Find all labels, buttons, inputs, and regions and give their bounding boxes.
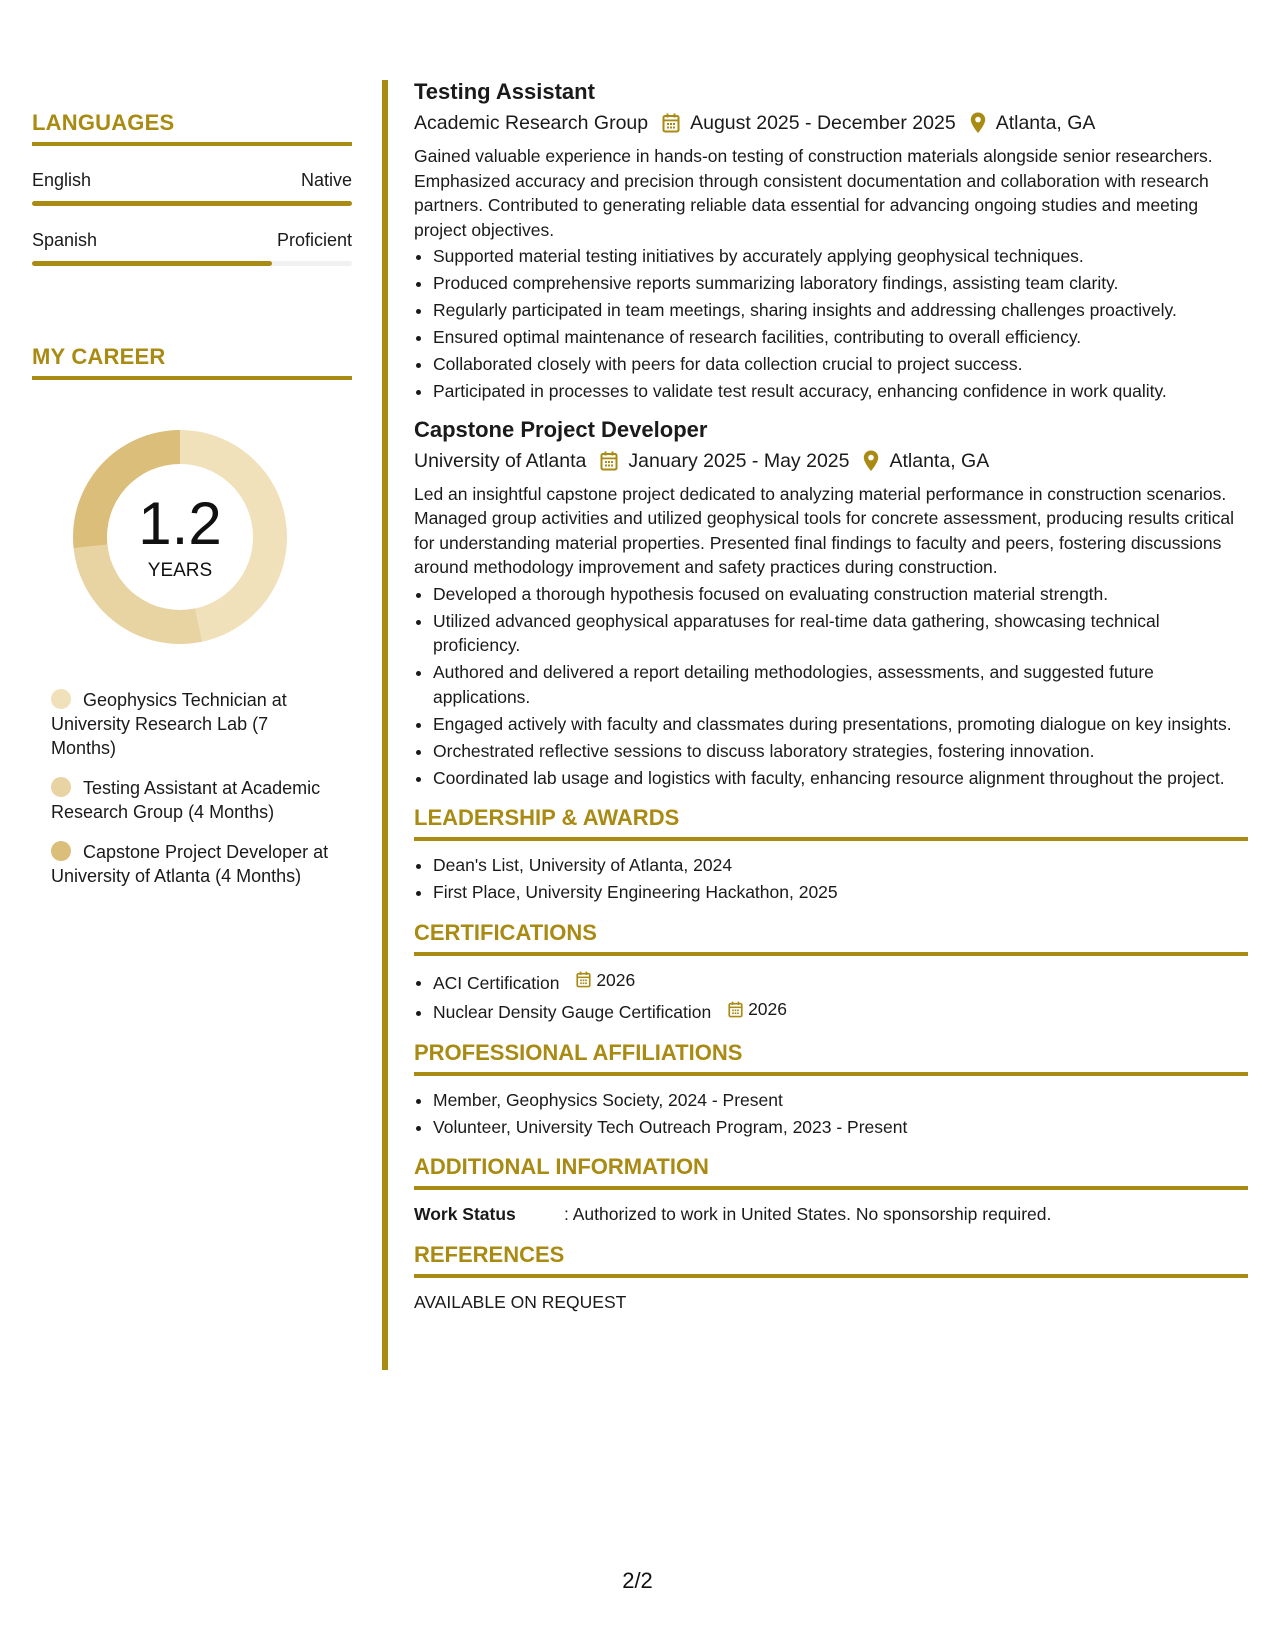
cert-name: Nuclear Density Gauge Certification	[433, 1002, 712, 1022]
work-status-row	[414, 1202, 1248, 1227]
page-number: 2/2	[622, 1568, 653, 1593]
work-status-value: : Authorized to work in United States. No sponsorship required.	[564, 1204, 1052, 1224]
list-item: • Produced comprehensive reports summarizing laboratory findings, assisting team clarity.	[433, 271, 1248, 296]
legend-item	[51, 688, 331, 760]
cert-name: ACI Certification	[433, 972, 560, 993]
languages-title: LANGUAGES	[32, 110, 352, 146]
list-item: • Developed a thorough hypothesis focused on evaluating construction material strength.	[433, 582, 1248, 607]
job-location: Atlanta, GA	[995, 112, 1096, 134]
career-total-unit: YEARS	[147, 560, 213, 581]
list-item: • Ensured optimal maintenance of research facilities, contributing to overall efficiency.	[433, 325, 1248, 350]
list-item: • Coordinated lab usage and logistics with faculty, enhancing resource alignment throughout the project.	[433, 766, 1248, 791]
list-item: • Volunteer, University Tech Outreach Program, 2023 - Present	[433, 1115, 1248, 1140]
calendar-icon	[728, 1001, 743, 1018]
affiliations-list	[414, 1088, 1248, 1140]
list-item	[433, 968, 1248, 995]
legend-label: Geophysics Technician at University Research Lab (7 Months)	[51, 690, 287, 758]
job-meta	[414, 447, 1248, 475]
career-title: MY CAREER	[32, 344, 352, 380]
language-item	[32, 230, 352, 266]
list-item: • First Place, University Engineering Hackathon, 2025	[433, 880, 1248, 905]
language-level-bar	[32, 261, 352, 266]
experience-item	[414, 78, 1248, 404]
list-item: • Utilized advanced geophysical apparatuses for real-time data gathering, showcasing technical proficiency.	[433, 609, 1248, 658]
references-text: AVAILABLE ON REQUEST	[414, 1291, 627, 1312]
cert-year: 2026	[596, 969, 636, 990]
job-dates: January 2025 - May 2025	[628, 449, 850, 472]
affiliations-title: PROFESSIONAL AFFILIATIONS	[414, 1039, 1248, 1076]
list-item: • Member, Geophysics Society, 2024 - Present	[433, 1088, 1248, 1113]
column-divider	[382, 80, 388, 1370]
job-dates: August 2025 - December 2025	[690, 112, 956, 134]
certifications-list	[414, 968, 1248, 1025]
experience-item	[414, 416, 1248, 791]
references-title: REFERENCES	[414, 1241, 1248, 1278]
language-name: Spanish	[32, 230, 98, 250]
calendar-icon	[662, 113, 680, 133]
calendar-icon	[576, 971, 591, 988]
map-pin-icon	[863, 450, 879, 472]
job-org: Academic Research Group	[414, 112, 649, 134]
career-legend	[51, 688, 331, 888]
job-meta	[414, 109, 1248, 137]
job-title: Testing Assistant	[414, 79, 595, 104]
job-bullets	[414, 582, 1248, 791]
list-item: • Collaborated closely with peers for data collection crucial to project success.	[433, 352, 1248, 377]
list-item: • Supported material testing initiatives by accurately applying geophysical techniques.	[433, 244, 1248, 269]
language-level-fill	[32, 201, 352, 206]
legend-item	[51, 776, 331, 824]
job-title: Capstone Project Developer	[414, 416, 708, 442]
language-level-fill	[32, 261, 272, 266]
list-item: • Orchestrated reflective sessions to discuss laboratory strategies, fostering innovation.	[433, 739, 1248, 764]
legend-label: Capstone Project Developer at University of Atlanta (4 Months)	[51, 842, 329, 886]
list-item: • Engaged actively with faculty and classmates during presentations, promoting dialogue on key insights.	[433, 712, 1248, 737]
list-item: • Participated in processes to validate test result accuracy, enhancing confidence in work quality.	[433, 379, 1248, 404]
work-status-label: Work Status	[414, 1204, 516, 1224]
legend-label: Testing Assistant at Academic Research Group (4 Months)	[51, 778, 321, 822]
legend-dot	[51, 841, 71, 861]
list-item: • Dean's List, University of Atlanta, 2024	[433, 853, 1248, 878]
job-bullets	[414, 244, 1248, 404]
leadership-title: LEADERSHIP & AWARDS	[414, 804, 1248, 841]
language-level: Proficient	[276, 230, 352, 250]
career-donut-chart	[65, 422, 295, 652]
legend-item	[51, 840, 331, 888]
language-level-bar	[32, 201, 352, 206]
additional-info-title: ADDITIONAL INFORMATION	[414, 1153, 1248, 1190]
language-level: Native	[300, 170, 352, 190]
career-total-value: 1.2	[138, 490, 222, 557]
leadership-list	[414, 853, 1248, 905]
language-item	[32, 170, 352, 206]
list-item: • Regularly participated in team meetings, sharing insights and addressing challenges proactively.	[433, 298, 1248, 323]
cert-year: 2026	[748, 999, 787, 1020]
certifications-title: CERTIFICATIONS	[414, 919, 1248, 956]
list-item: • Authored and delivered a report detailing methodologies, assessments, and suggested future applications.	[433, 660, 1248, 709]
sidebar	[32, 110, 352, 904]
language-name: English	[32, 170, 92, 190]
map-pin-icon	[970, 112, 986, 134]
main-content	[414, 78, 1248, 1314]
job-description: Gained valuable experience in hands-on testing of construction materials alongside senior researchers. Emphasized accuracy and precision through consistent documentation and collaboration with research partners. Contributed to generating reliable data essential for advancing ongoing studies and meeting project objectives.	[414, 146, 1213, 240]
job-description: Led an insightful capstone project dedicated to analyzing material performance in construction scenarios. Managed group activities and utilized geophysical tools for concrete assessment, producing results critical for understanding material properties. Presented final findings to faculty and peers, fostering discussions around methodology improvement and safety practices during construction.	[414, 483, 1235, 577]
legend-dot	[51, 777, 71, 797]
legend-dot	[51, 689, 71, 709]
job-org: University of Atlanta	[414, 449, 587, 472]
calendar-icon	[600, 451, 618, 471]
job-location: Atlanta, GA	[889, 449, 990, 472]
list-item	[433, 997, 1248, 1024]
